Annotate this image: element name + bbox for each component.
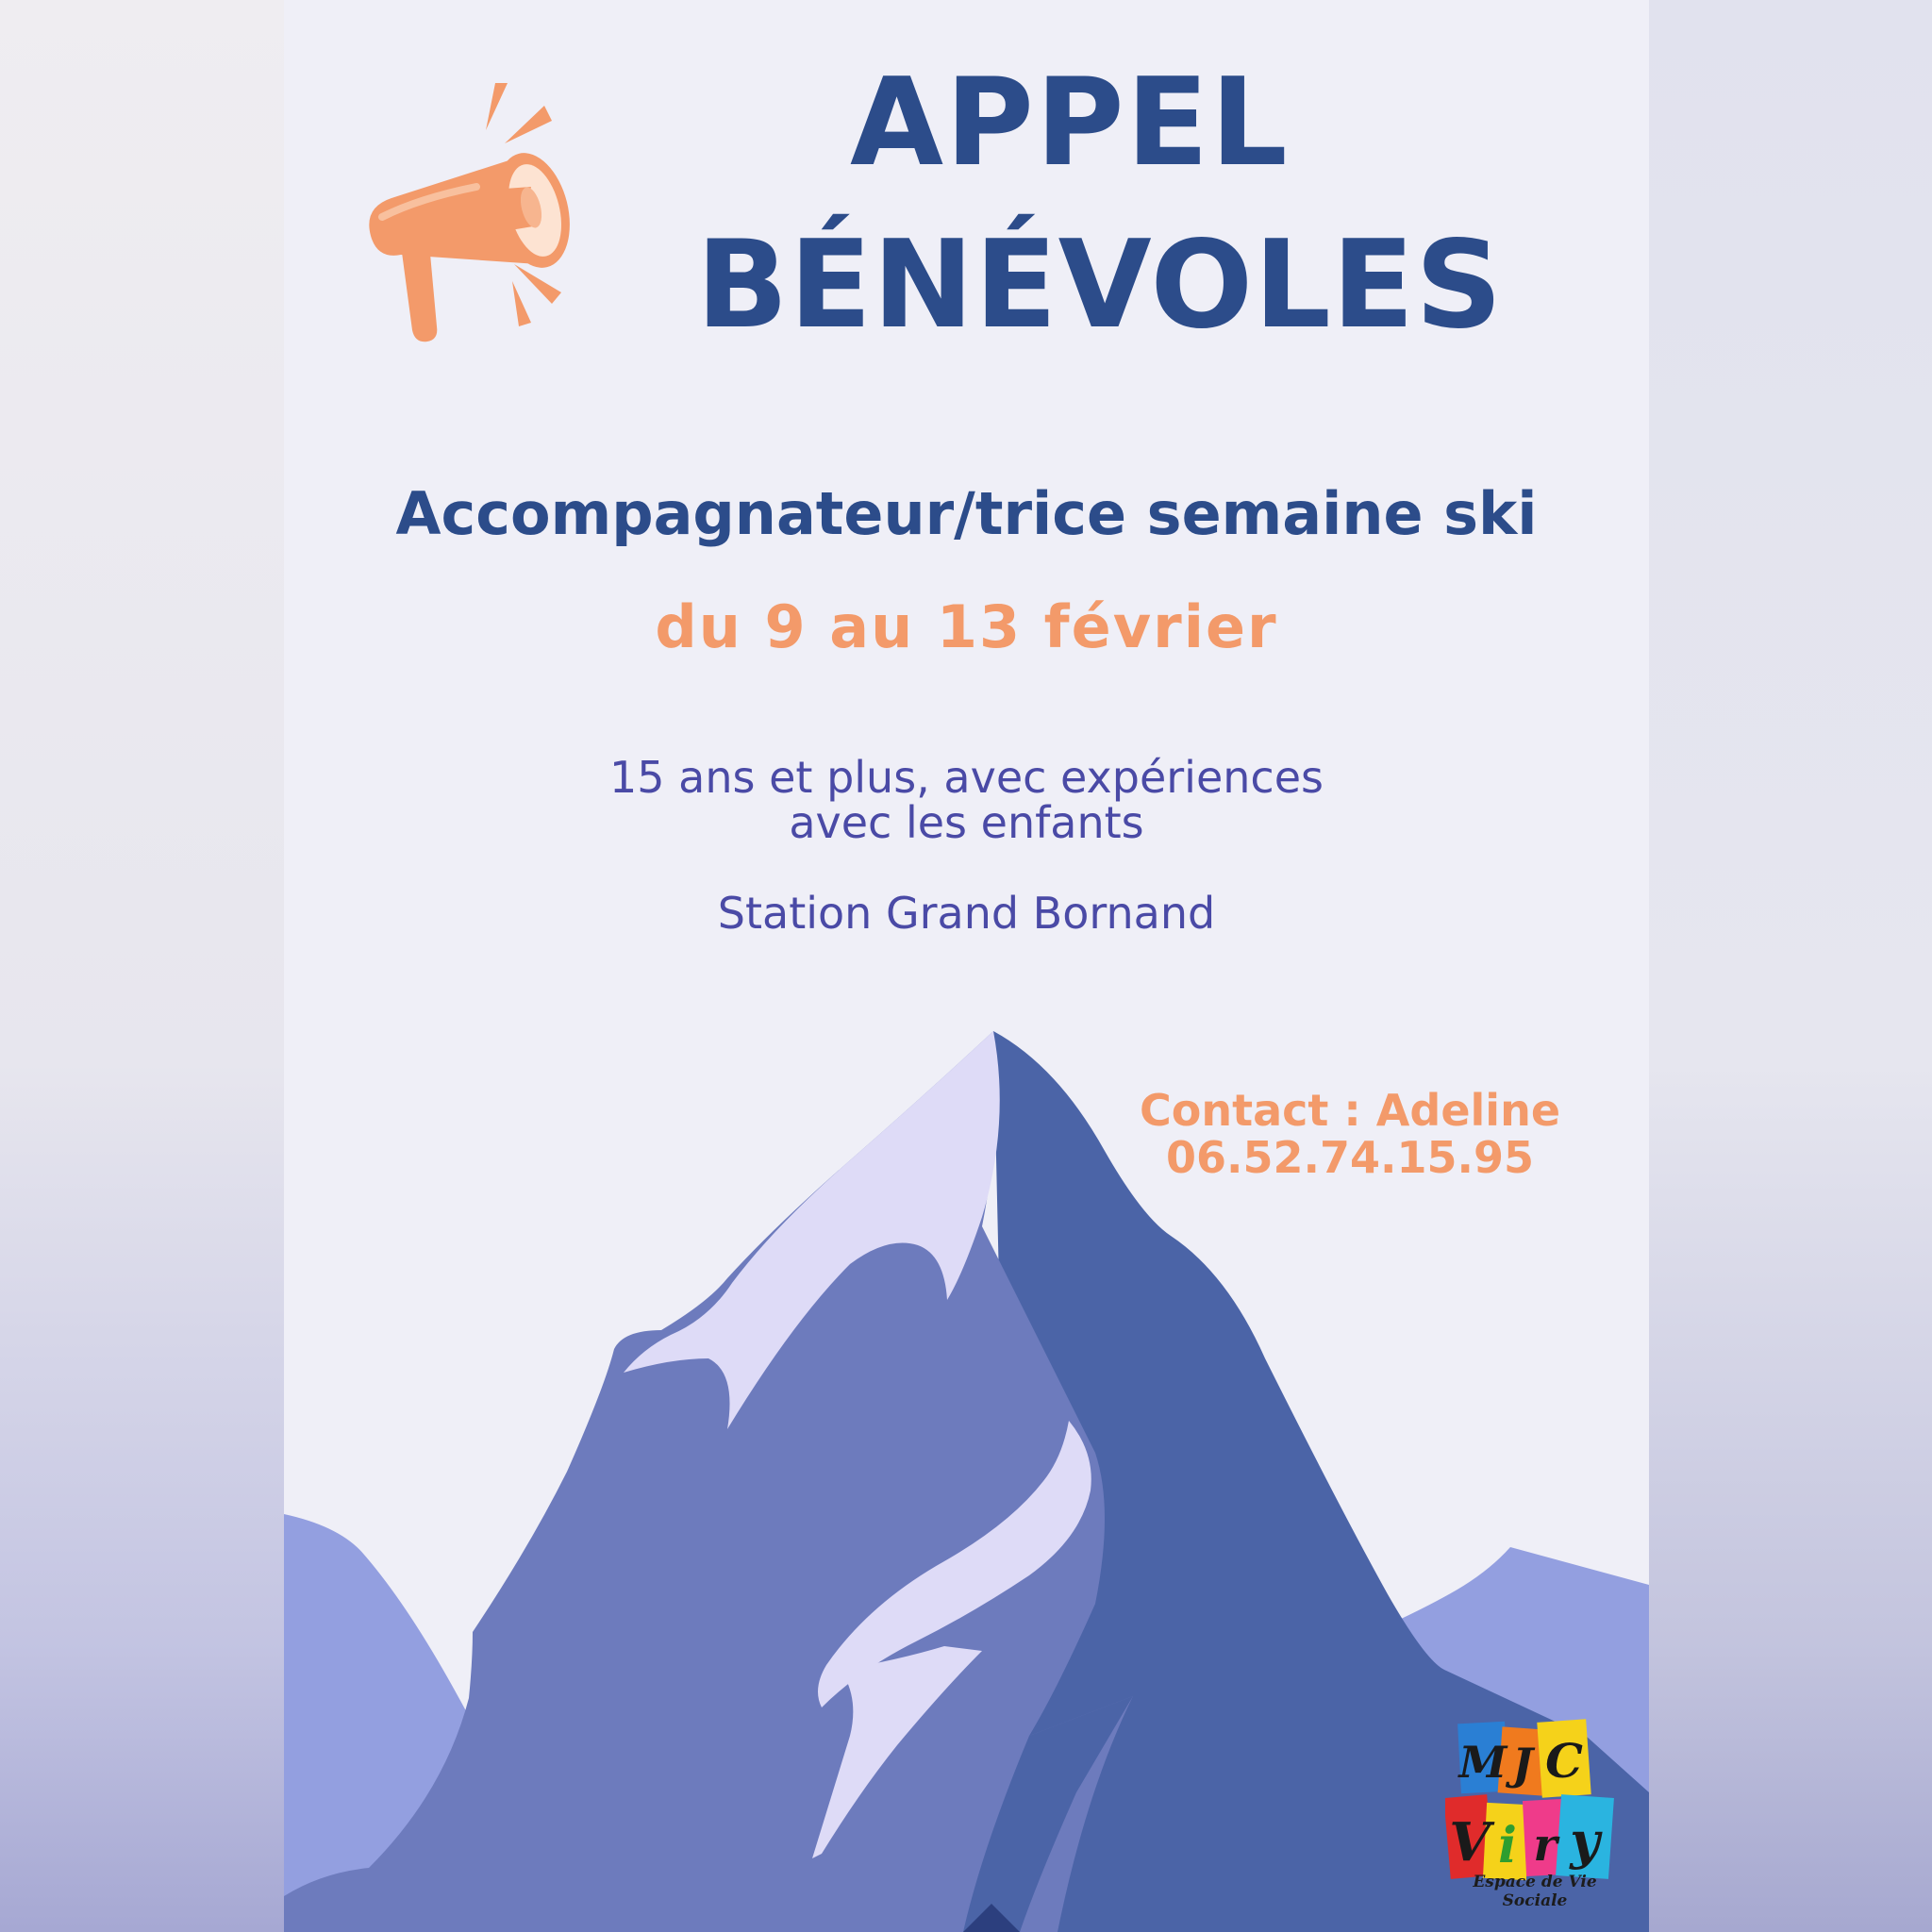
station-text: Station Grand Bornand <box>717 888 1216 939</box>
background-right-blur <box>1649 0 1932 1932</box>
logo-letter-i: i <box>1498 1817 1517 1874</box>
logo-tagline: Espace de Vie Sociale <box>1473 1873 1597 1910</box>
logo-letter-v: V <box>1449 1811 1491 1874</box>
contact-name: Contact : Adeline <box>1139 1085 1561 1136</box>
contact-phone: 06.52.74.15.95 <box>1166 1132 1534 1183</box>
logo-letter-r: r <box>1533 1819 1557 1872</box>
background-left-blur <box>0 0 284 1932</box>
requirement-text <box>284 752 1649 848</box>
title-benevoles: BÉNÉVOLES <box>696 215 1504 356</box>
role-heading: Accompagnateur/trice semaine ski <box>395 479 1538 548</box>
dates-text: du 9 au 13 février <box>655 592 1278 661</box>
requirement-line-2: avec les enfants <box>789 797 1144 848</box>
logo-letter-c: C <box>1545 1733 1583 1789</box>
logo-letter-y: y <box>1570 1810 1600 1871</box>
title-appel: APPEL <box>850 53 1290 193</box>
poster <box>284 0 1649 1932</box>
logo-letter-m: M <box>1458 1737 1507 1788</box>
contact-block <box>1133 1087 1567 1181</box>
requirement-line-1: 15 ans et plus, avec expériences <box>609 752 1324 803</box>
megaphone-icon <box>363 75 637 358</box>
logo-letter-j: J <box>1512 1739 1533 1790</box>
